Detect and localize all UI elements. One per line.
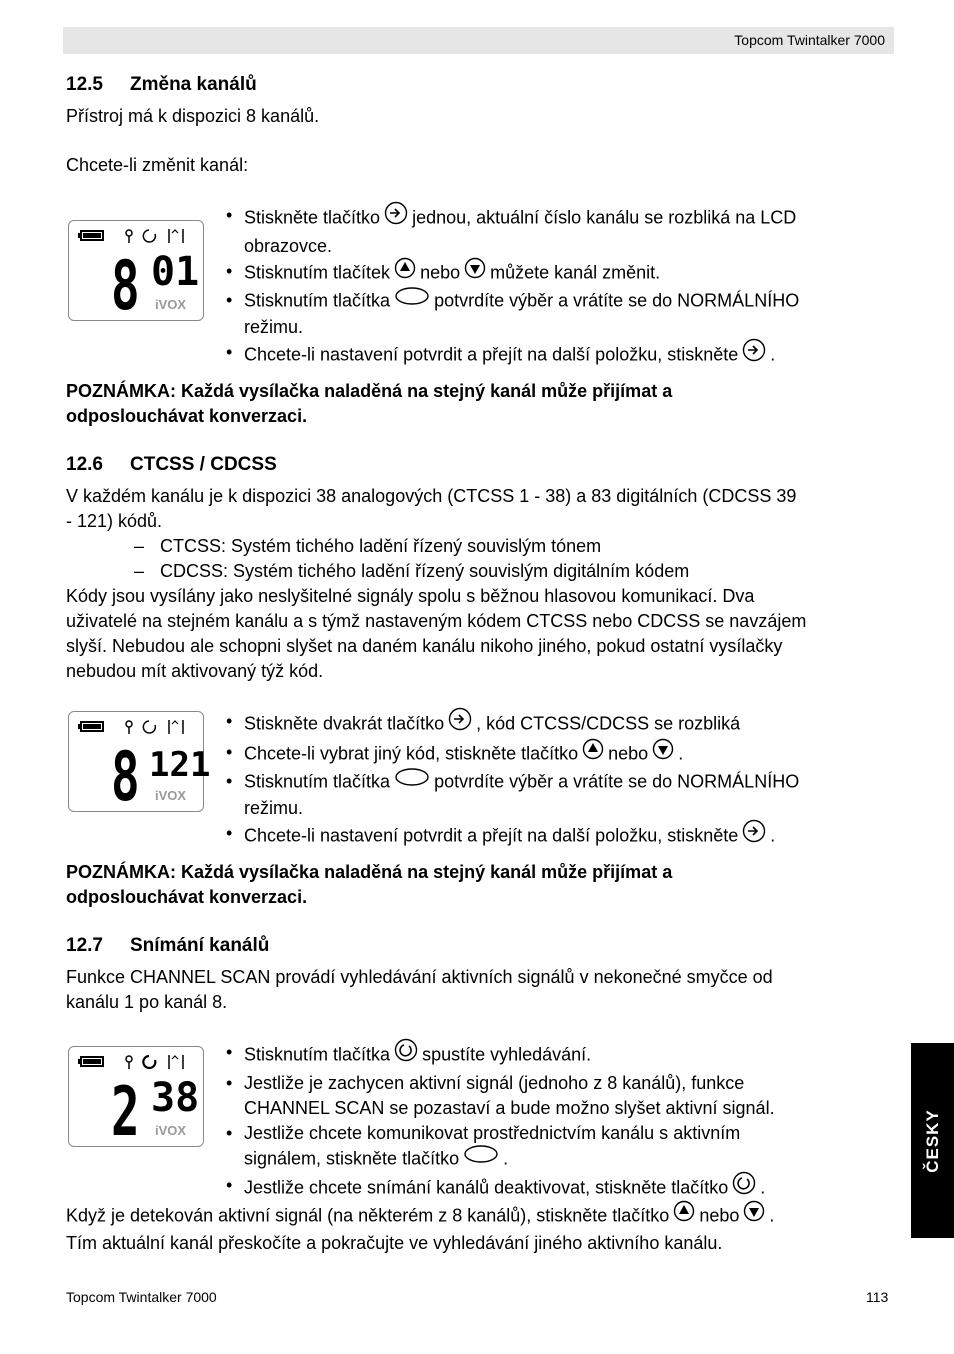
list-item: • Jestliže chcete snímání kanálů deaktivovat, stiskněte tlačítko . xyxy=(226,1173,906,1204)
lcd-vox-label: iVOX xyxy=(155,297,187,312)
ptt-button-icon xyxy=(394,767,430,794)
down-button-icon xyxy=(464,257,486,286)
paragraph: Přístroj má k dispozici 8 kanálů. xyxy=(66,106,320,126)
down-button-icon xyxy=(652,738,674,767)
lcd-display xyxy=(68,1046,204,1152)
battery-icon xyxy=(78,231,103,240)
lcd-channel-digit: 2 xyxy=(111,1072,140,1152)
list-item: • Chcete-li nastavení potvrdit a přejít na další položku, stiskněte . xyxy=(226,340,906,371)
lcd-channel-digit: 8 xyxy=(111,246,140,326)
up-button-icon xyxy=(673,1200,695,1229)
paragraph: Kódy jsou vysílány jako neslyšitelné signály spolu s běžnou hlasovou komunikací. Dva uživatelé na stejném kanálu a s týmž nastaveným kódem CTCSS nebo CDCSS se navzájem slyší. Nebudou ale schopni slyšet na daném kanálu nikoho jiného, pokud ostatní vysílačky nebudou mít aktivovaný týž kód. xyxy=(66,586,807,681)
footer-product: Topcom Twintalker 7000 xyxy=(66,1289,217,1305)
signal-icon xyxy=(169,229,183,243)
up-button-icon xyxy=(394,257,416,286)
paragraph: V každém kanálu je k dispozici 38 analogových (CTCSS 1 - 38) a 83 digitálních (CDCSS 39 - 121) kódů. xyxy=(66,486,797,531)
key-icon xyxy=(126,230,132,243)
battery-icon xyxy=(78,722,103,731)
page-number: 113 xyxy=(866,1289,889,1305)
lcd-display xyxy=(68,220,204,326)
ptt-button-icon xyxy=(394,286,430,313)
lcd-code-digits: 121 xyxy=(149,745,211,785)
list-item: • Stisknutím tlačítek nebo můžete kanál změnit. xyxy=(226,259,906,288)
bullet-list-12-5 xyxy=(226,203,906,371)
list-item: • Stisknutím tlačítka potvrdíte výběr a vrátíte se do NORMÁLNÍHO režimu. xyxy=(226,769,906,821)
menu-button-icon xyxy=(448,707,472,738)
menu-button-icon xyxy=(742,338,766,369)
section-heading-12-6: 12.6 CTCSS / CDCSS xyxy=(66,454,277,475)
section-heading-12-7: 12.7 Snímání kanálů xyxy=(66,935,270,956)
bullet-list-12-7 xyxy=(226,1040,906,1204)
key-icon xyxy=(126,721,132,734)
lcd-code-digits: 01 xyxy=(151,249,200,295)
battery-icon xyxy=(78,1057,103,1066)
list-item: • Jestliže chcete komunikovat prostřednictvím kanálu s aktivním signálem, stiskněte tlačítko . xyxy=(226,1121,906,1173)
menu-button-icon xyxy=(384,201,408,232)
list-item: • Chcete-li vybrat jiný kód, stiskněte tlačítko nebo . xyxy=(226,740,906,769)
paragraph: Když je detekován aktivní signál (na některém z 8 kanálů), stiskněte tlačítko nebo . Tím aktuální kanál přeskočíte a pokračujte ve vyhledávání jiného aktivního kanálu. xyxy=(66,1202,906,1256)
down-button-icon xyxy=(743,1200,765,1229)
note: POZNÁMKA: Každá vysílačka naladěná na stejný kanál může přijímat a odposlouchávat konverzaci. xyxy=(66,381,673,426)
list-item: • Stisknutím tlačítka spustíte vyhledávání. xyxy=(226,1040,906,1071)
key-icon xyxy=(126,1056,132,1069)
scan-button-icon xyxy=(732,1171,756,1202)
ptt-button-icon xyxy=(463,1144,499,1171)
list-item: • Stiskněte tlačítko jednou, aktuální číslo kanálu se rozbliká na LCD obrazovce. xyxy=(226,203,906,259)
note: POZNÁMKA: Každá vysílačka naladěná na stejný kanál může přijímat a odposlouchávat konverzaci. xyxy=(66,862,673,907)
list-item: – CTCSS: Systém tichého ladění řízený souvislým tónem xyxy=(134,536,602,556)
page-header xyxy=(63,27,894,54)
scan-icon xyxy=(143,721,155,733)
language-tab xyxy=(911,1043,954,1238)
list-item: • Stisknutím tlačítka potvrdíte výběr a vrátíte se do NORMÁLNÍHO režimu. xyxy=(226,288,906,340)
lcd-code-digits: 38 xyxy=(151,1075,200,1121)
list-item: • Chcete-li nastavení potvrdit a přejít na další položku, stiskněte . xyxy=(226,821,906,852)
menu-button-icon xyxy=(742,819,766,850)
list-item: – CDCSS: Systém tichého ladění řízený souvislým digitálním kódem xyxy=(134,561,690,581)
lcd-display xyxy=(68,711,211,817)
signal-icon xyxy=(169,1055,183,1069)
paragraph: Funkce CHANNEL SCAN provádí vyhledávání aktivních signálů v nekonečné smyčce od kanálu 1 po kanál 8. xyxy=(66,967,773,1012)
bullet-list-12-6 xyxy=(226,709,906,852)
section-heading-12-5: 12.5 Změna kanálů xyxy=(66,74,257,95)
scan-icon xyxy=(143,1056,155,1068)
scan-button-icon xyxy=(394,1038,418,1069)
lcd-vox-label: iVOX xyxy=(155,1123,187,1138)
header-product: Topcom Twintalker 7000 xyxy=(734,32,885,48)
scan-icon xyxy=(143,230,155,242)
list-item: • Stiskněte dvakrát tlačítko , kód CTCSS/CDCSS se rozbliká xyxy=(226,709,906,740)
lcd-channel-digit: 8 xyxy=(111,737,140,817)
paragraph: Chcete-li změnit kanál: xyxy=(66,155,249,175)
up-button-icon xyxy=(582,738,604,767)
lcd-vox-label: iVOX xyxy=(155,788,187,803)
language-tab-label: ČESKY xyxy=(922,1108,942,1173)
signal-icon xyxy=(169,720,183,734)
list-item: • Jestliže je zachycen aktivní signál (jednoho z 8 kanálů), funkce CHANNEL SCAN se pozastaví a bude možno slyšet aktivní signál. xyxy=(226,1071,906,1121)
